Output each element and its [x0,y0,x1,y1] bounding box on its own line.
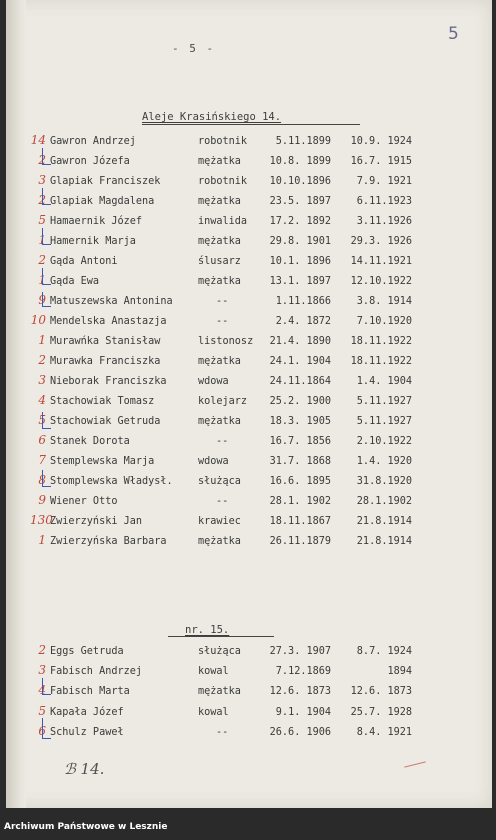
register-row [0,273,480,294]
birth-date: 21.4. 1890 [269,336,331,347]
person-name: Nieborak Franciszka [50,376,167,387]
person-name: Stachowiak Getruda [50,416,161,427]
person-name: Glapiak Magdalena [50,196,155,207]
birth-date: 7.12.1869 [275,666,331,678]
register-row [0,253,480,274]
register-row [0,533,480,554]
death-date: 1.4. 1904 [356,376,412,387]
person-name: Stachowiak Tomasz [50,396,155,407]
row-pencil-number: 7 [38,453,46,467]
archive-name: Archiwum Państwowe w Lesznie [4,822,168,832]
row-pencil-number: 3 [38,173,46,187]
family-bracket [42,268,51,285]
row-pencil-number: 130 [30,513,53,527]
death-date: 25.7. 1928 [350,706,412,718]
register-row [0,493,480,514]
death-date: 3.11.1926 [356,216,412,227]
birth-date: 12.6. 1873 [269,686,331,698]
birth-date: 10.8. 1899 [269,156,331,167]
row-pencil-number: 5 [38,703,46,718]
person-name: Gawron Józefa [50,156,130,167]
occupation: robotnik [198,136,248,147]
person-name: Stemplewska Marja [50,456,155,467]
family-bracket [42,148,51,165]
occupation: mężatka [198,416,241,427]
birth-date: 29.8. 1901 [269,236,331,247]
family-bracket [42,718,51,739]
register-row [0,643,480,664]
register-row [0,513,480,534]
person-name: Zwierzyński Jan [50,516,143,527]
row-pencil-number: 3 [38,373,46,387]
row-pencil-number: 5 [38,413,46,427]
death-date: 5.11.1927 [356,396,412,407]
death-date: 18.11.1922 [350,356,412,367]
death-date: 8.7. 1924 [356,646,412,657]
birth-date: 10.1. 1896 [269,256,331,267]
birth-date: 27.3. 1907 [269,646,331,657]
handwritten-signature-mark: ℬ 14. [64,760,105,778]
register-row [0,663,480,684]
birth-date: 23.5. 1897 [269,196,331,207]
register-row [0,293,480,314]
death-date: 16.7. 1915 [350,156,412,167]
register-row [0,373,480,394]
register-row [0,473,480,494]
occupation: mężatka [198,276,241,287]
row-pencil-number: 8 [38,473,46,487]
heading-underline [142,124,360,125]
family-bracket [42,678,51,695]
person-name: Eggs Getruda [50,646,124,657]
row-pencil-number: 1 [38,533,46,547]
page-number: - 5 - [172,42,216,55]
row-pencil-number: 2 [38,193,46,207]
birth-date: 13.1. 1897 [269,276,331,287]
row-pencil-number: 4 [38,393,46,407]
row-pencil-number: 2 [38,353,46,367]
occupation: robotnik [198,176,248,187]
death-date: 12.6. 1873 [350,686,412,698]
corner-page-mark: 5 [448,24,459,44]
row-pencil-number: 4 [38,683,46,698]
person-name: Fabisch Andrzej [50,666,143,678]
register-row [0,353,480,374]
death-date: 18.11.1922 [350,336,412,347]
death-date: 10.9. 1924 [350,136,412,147]
occupation: kowal [198,666,229,678]
death-date: 3.8. 1914 [356,296,412,307]
birth-date: 9.1. 1904 [275,706,331,718]
occupation: mężatka [198,686,241,698]
register-row [0,723,480,745]
birth-date: 2.4. 1872 [275,316,331,327]
person-name: Mendelska Anastazja [50,316,167,327]
person-name: Gąda Ewa [50,276,100,287]
occupation: -- [216,496,229,507]
birth-date: 26.11.1879 [269,536,331,547]
family-bracket [42,470,51,487]
occupation: krawiec [198,516,241,527]
birth-date: 31.7. 1868 [269,456,331,467]
register-row [0,703,480,725]
occupation: inwalida [198,216,248,227]
row-pencil-number: 1 [38,273,46,287]
occupation: ślusarz [198,256,241,267]
occupation: mężatka [198,196,241,207]
occupation: służąca [198,476,241,487]
person-name: Gąda Antoni [50,256,118,267]
row-pencil-number: 3 [38,663,46,678]
person-name: Murawka Franciszka [50,356,161,367]
death-date: 21.8.1914 [356,516,412,527]
row-pencil-number: 5 [38,213,46,227]
heading-underline [168,636,274,637]
death-date: 29.3. 1926 [350,236,412,247]
occupation: kolejarz [198,396,248,407]
row-pencil-number: 14 [30,133,46,147]
row-pencil-number: 1 [38,333,46,347]
occupation: mężatka [198,236,241,247]
occupation: listonosz [198,336,254,347]
row-pencil-number: 6 [38,433,46,447]
row-pencil-number: 2 [38,153,46,167]
register-row [0,193,480,214]
death-date: 8.4. 1921 [356,726,412,738]
register-row [0,133,480,154]
birth-date: 1.11.1866 [275,296,331,307]
death-date: 21.8.1914 [356,536,412,547]
person-name: Murawńka Stanisław [50,336,161,347]
register-row [0,233,480,254]
birth-date: 25.2. 1900 [269,396,331,407]
person-name: Zwierzyńska Barbara [50,536,167,547]
occupation: -- [216,296,229,307]
register-row [0,453,480,474]
birth-date: 10.10.1896 [269,176,331,187]
register-row [0,213,480,234]
register-row [0,683,480,704]
row-pencil-number: 6 [38,723,46,738]
person-name: Schulz Paweł [50,726,124,738]
birth-date: 18.3. 1905 [269,416,331,427]
occupation: wdowa [198,456,229,467]
birth-date: 24.11.1864 [269,376,331,387]
section-heading-nr-15: nr. 15. [185,624,230,636]
register-row [0,413,480,434]
occupation: służąca [198,646,241,657]
birth-date: 18.11.1867 [269,516,331,527]
occupation: -- [216,436,229,447]
death-date: 31.8.1920 [356,476,412,487]
person-name: Fabisch Marta [50,686,130,698]
death-date: 12.10.1922 [350,276,412,287]
death-date: 1894 [387,666,412,678]
register-row [0,393,480,414]
person-name: Glapiak Franciszek [50,176,161,187]
person-name: Hamernik Marja [50,236,136,247]
section-heading-aleje-krasinskiego-14: Aleje Krasińskiego 14. [142,111,282,123]
row-pencil-number: 2 [38,643,46,657]
family-bracket [42,228,51,245]
person-name: Stanek Dorota [50,436,130,447]
row-pencil-number: 10 [30,313,46,327]
birth-date: 16.7. 1856 [269,436,331,447]
row-pencil-number: 2 [38,253,46,267]
occupation: -- [216,316,229,327]
person-name: Matuszewska Antonina [50,296,173,307]
person-name: Gawron Andrzej [50,136,136,147]
birth-date: 5.11.1899 [275,136,331,147]
family-bracket [42,188,51,205]
birth-date: 24.1. 1904 [269,356,331,367]
row-pencil-number: 9 [38,293,46,307]
death-date: 28.1.1902 [356,496,412,507]
birth-date: 17.2. 1892 [269,216,331,227]
row-pencil-number: 9 [38,493,46,507]
occupation: mężatka [198,536,241,547]
birth-date: 28.1. 1902 [269,496,331,507]
family-bracket [42,412,51,429]
occupation: kowal [198,706,229,718]
family-bracket [42,292,51,307]
person-name: Stomplewska Władysł. [50,476,173,487]
death-date: 2.10.1922 [356,436,412,447]
death-date: 7.10.1920 [356,316,412,327]
death-date: 6.11.1923 [356,196,412,207]
death-date: 14.11.1921 [350,256,412,267]
row-pencil-number: 1 [38,233,46,247]
register-row [0,313,480,334]
death-date: 7.9. 1921 [356,176,412,187]
occupation: -- [216,726,229,738]
person-name: Kapała Józef [50,706,124,718]
person-name: Hamaernik Józef [50,216,143,227]
birth-date: 26.6. 1906 [269,726,331,738]
register-row [0,333,480,354]
register-row [0,173,480,194]
occupation: mężatka [198,356,241,367]
death-date: 1.4. 1920 [356,456,412,467]
occupation: wdowa [198,376,229,387]
register-row [0,153,480,174]
register-row [0,433,480,454]
person-name: Wiener Otto [50,496,118,507]
occupation: mężatka [198,156,241,167]
death-date: 5.11.1927 [356,416,412,427]
birth-date: 16.6. 1895 [269,476,331,487]
